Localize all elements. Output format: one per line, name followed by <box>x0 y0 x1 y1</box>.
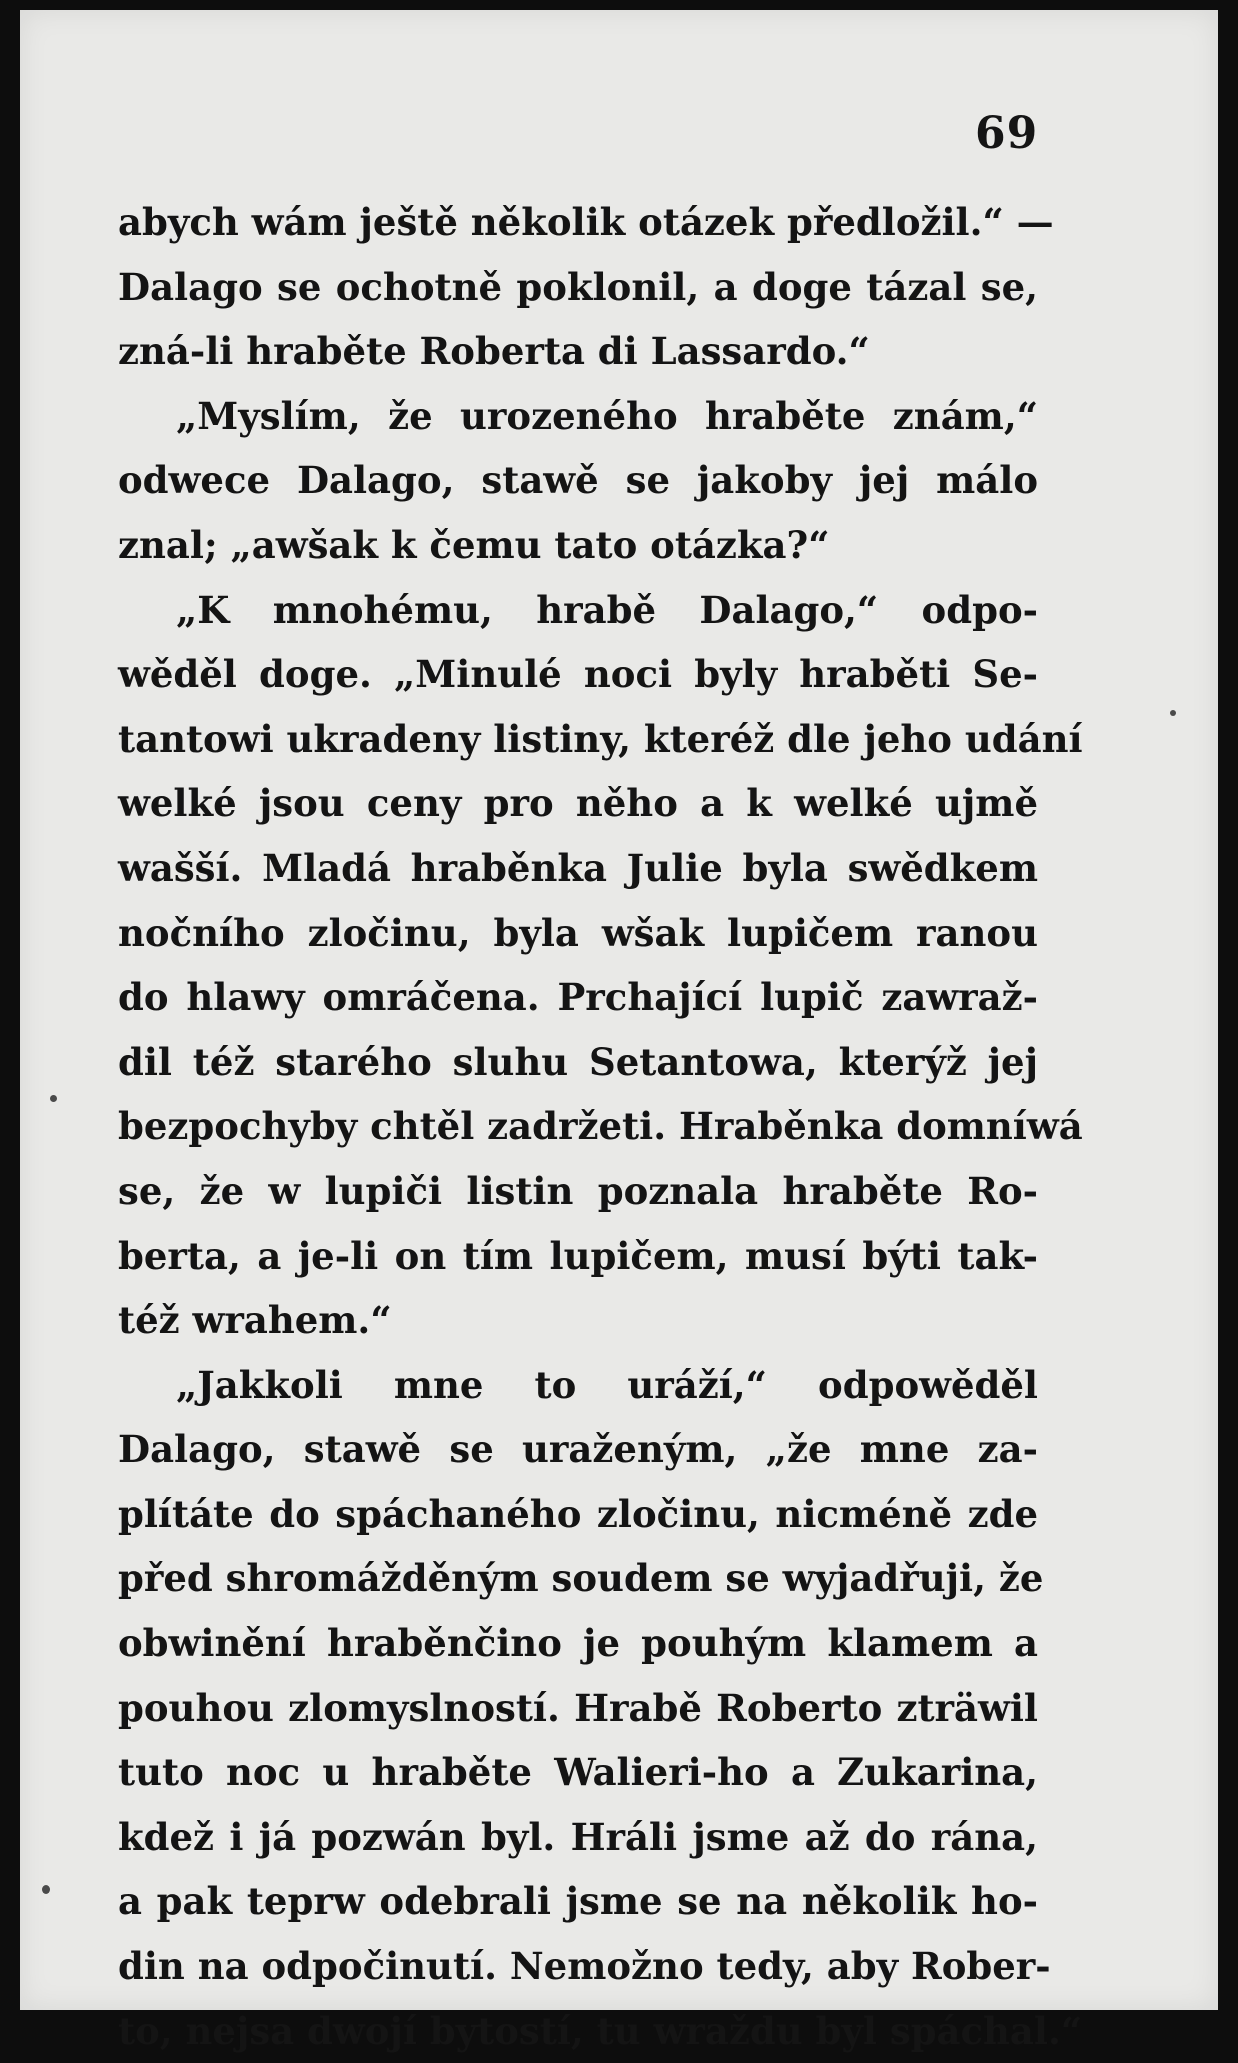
text-line: odwece Dalago, stawě se jakoby jej málo <box>118 458 1038 503</box>
text-line: bezpochyby chtěl zadržeti. Hraběnka domníwá <box>118 1104 1083 1149</box>
body-text <box>118 190 1083 2063</box>
text-line: znal; „awšak k čemu tato otázka?“ <box>118 522 830 567</box>
text-line: Dalago se ochotně poklonil, a doge tázal se, <box>118 264 1038 309</box>
text-line: obwinění hraběnčino je pouhým klamem a <box>118 1621 1038 1666</box>
text-line: se, že w lupiči listin poznala hraběte Ro- <box>118 1168 1038 1213</box>
text-line: to, nejsa dwojí bytostí, tu wraždu byl spáchal.“ <box>118 2008 1083 2053</box>
text-line: tuto noc u hraběte Walieri-ho a Zukarina, <box>118 1750 1038 1795</box>
text-line: „Jakkoli mne to uráží,“ odpowěděl <box>176 1362 1038 1407</box>
text-line: do hlawy omráčena. Prchající lupič zawraž- <box>118 975 1038 1020</box>
text-line: „K mnohému, hrabě Dalago,“ odpo- <box>176 587 1038 632</box>
page-number: 69 <box>975 108 1039 159</box>
text-line: din na odpočinutí. Nemožno tedy, aby Rober- <box>118 1944 1051 1989</box>
text-line: tantowi ukradeny listiny, kteréž dle jeho udání <box>118 716 1083 761</box>
text-line: též wrahem.“ <box>118 1298 392 1343</box>
book-page <box>20 10 1218 2053</box>
text-line: kdež i já pozwán byl. Hráli jsme až do rána, <box>118 1814 1038 1859</box>
text-line: abych wám ještě několik otázek předložil.“ — <box>118 200 1054 244</box>
text-line: wašší. Mladá hraběnka Julie byla swědkem <box>118 845 1038 890</box>
text-line: nočního zločinu, byla wšak lupičem ranou <box>118 910 1038 955</box>
text-line: zná-li hraběte Roberta di Lassardo.“ <box>118 329 870 374</box>
text-line: welké jsou ceny pro něho a k welké ujmě <box>118 781 1038 826</box>
paper-speck <box>42 1885 50 1894</box>
paper-speck <box>50 1095 57 1102</box>
paper-speck <box>1170 710 1176 716</box>
text-line: Dalago, stawě se uraženým, „že mne za- <box>118 1427 1038 1472</box>
text-line: „Myslím, že urozeného hraběte znám,“ <box>176 393 1038 438</box>
text-line: dil též starého sluhu Setantowa, kterýž jej <box>118 1039 1038 1084</box>
text-line: plítáte do spáchaného zločinu, nicméně zde <box>118 1491 1038 1536</box>
text-line: pouhou zlomyslností. Hrabě Roberto zträwil <box>118 1685 1038 1730</box>
text-line: a pak teprw odebrali jsme se na několik ho- <box>118 1879 1038 1924</box>
text-line: před shromážděným soudem se wyjadřuji, že <box>118 1556 1044 1601</box>
text-line: berta, a je-li on tím lupičem, musí býti tak- <box>118 1233 1038 1278</box>
text-line: wěděl doge. „Minulé noci byly hraběti Se- <box>118 652 1038 697</box>
